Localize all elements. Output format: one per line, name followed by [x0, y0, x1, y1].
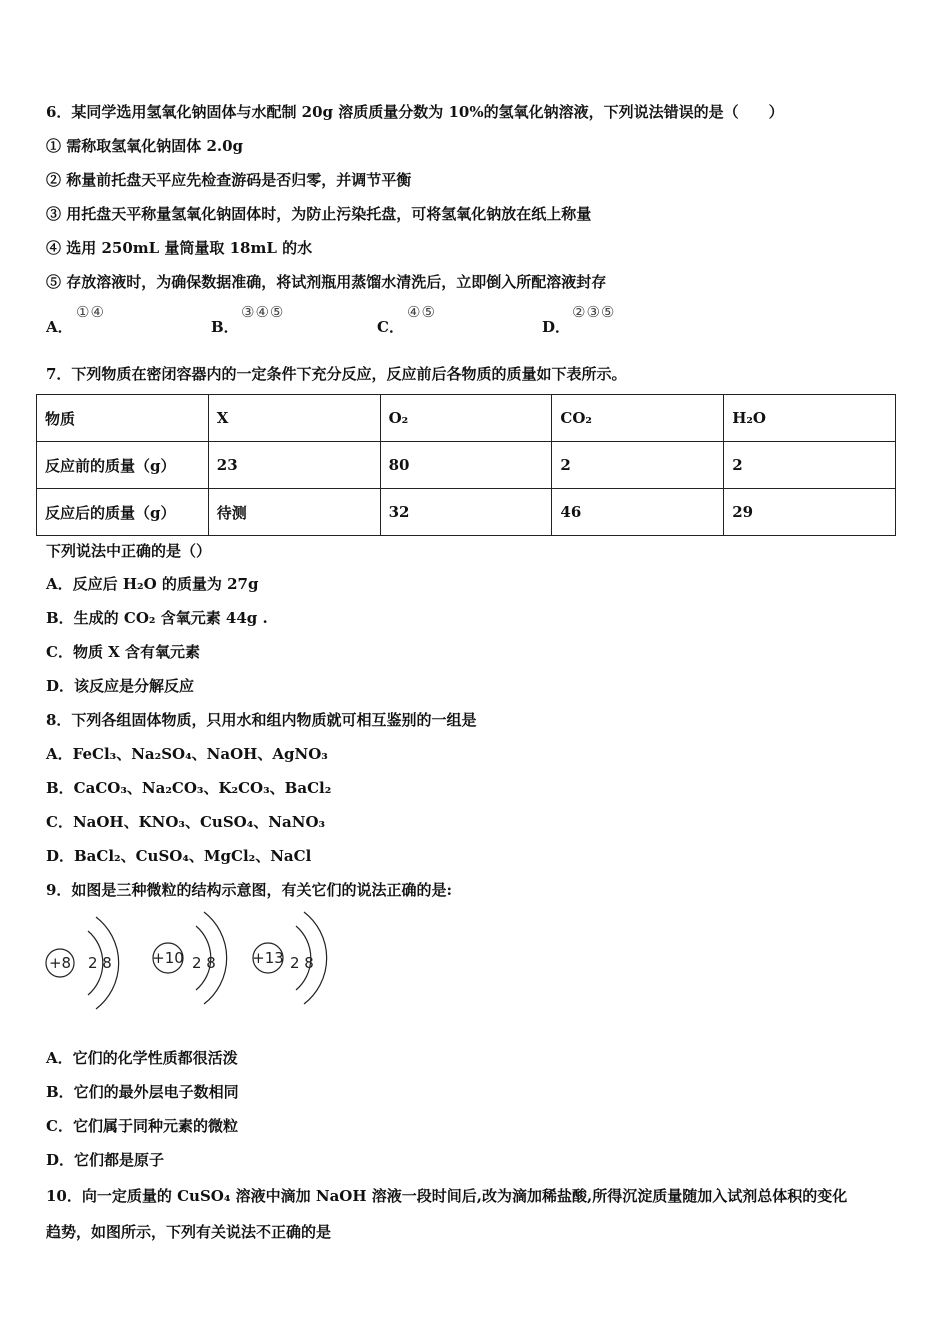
nucleus-charge: +10 — [152, 949, 184, 967]
q6-options — [46, 300, 746, 336]
table-row — [37, 395, 896, 442]
shell-electrons: 2 8 — [88, 954, 112, 972]
option-letter: D． — [542, 318, 571, 336]
table-cell: 23 — [208, 442, 380, 489]
q6-statement-5: ⑤ 存放溶液时，为确保数据准确，将试剂瓶用蒸馏水清洗后，立即倒入所配溶液封存 — [46, 273, 607, 291]
table-cell: 反应前的质量（g） — [37, 442, 209, 489]
atom-diagram-3 — [252, 912, 327, 1004]
shell-electrons: 2 8 — [290, 954, 314, 972]
q8-option-b[interactable]: B．CaCO₃、Na₂CO₃、K₂CO₃、BaCl₂ — [46, 779, 332, 797]
table-cell: H₂O — [724, 395, 896, 442]
q7-option-b[interactable]: B．生成的 CO₂ 含氧元素 44g . — [46, 609, 268, 627]
q7-mass-table — [36, 394, 896, 536]
option-value: ④⑤ — [407, 303, 436, 321]
table-cell: X — [208, 395, 380, 442]
q7-option-a[interactable]: A．反应后 H₂O 的质量为 27g — [46, 575, 259, 593]
atom-diagram-1 — [46, 917, 119, 1009]
option-letter: A． — [46, 318, 73, 336]
q6-stem: 6．某同学选用氢氧化钠固体与水配制 20g 溶质质量分数为 10%的氢氧化钠溶液，下列说法错误的是（ ） — [46, 103, 784, 121]
shell-electrons: 2 8 — [192, 954, 216, 972]
q10-stem-line-1: 10．向一定质量的 CuSO₄ 溶液中滴加 NaOH 溶液一段时间后,改为滴加稀盐酸,所得沉淀质量随加入试剂总体积的变化 — [46, 1187, 848, 1205]
nucleus-charge: +8 — [48, 954, 72, 972]
table-cell: 2 — [724, 442, 896, 489]
q6-statement-3: ③ 用托盘天平称量氢氧化钠固体时，为防止污染托盘，可将氢氧化钠放在纸上称量 — [46, 205, 592, 223]
atom-diagram-2 — [152, 912, 227, 1004]
table-row — [37, 442, 896, 489]
q8-option-a[interactable]: A．FeCl₃、Na₂SO₄、NaOH、AgNO₃ — [46, 745, 328, 763]
q9-option-c[interactable]: C．它们属于同种元素的微粒 — [46, 1117, 238, 1135]
q8-option-c[interactable]: C．NaOH、KNO₃、CuSO₄、NaNO₃ — [46, 813, 326, 831]
table-cell: 46 — [552, 489, 724, 536]
table-cell: 29 — [724, 489, 896, 536]
table-cell: 2 — [552, 442, 724, 489]
q6-statement-2: ② 称量前托盘天平应先检查游码是否归零，并调节平衡 — [46, 171, 412, 189]
q9-option-d[interactable]: D．它们都是原子 — [46, 1151, 165, 1169]
table-row — [37, 489, 896, 536]
table-cell: CO₂ — [552, 395, 724, 442]
q9-option-a[interactable]: A．它们的化学性质都很活泼 — [46, 1049, 238, 1067]
table-cell: O₂ — [380, 395, 552, 442]
atom-structure-diagrams — [40, 908, 340, 1018]
q10-stem-line-2: 趋势，如图所示，下列有关说法不正确的是 — [46, 1223, 332, 1241]
option-value: ①④ — [76, 303, 105, 321]
q9-option-b[interactable]: B．它们的最外层电子数相同 — [46, 1083, 239, 1101]
table-cell: 32 — [380, 489, 552, 536]
q7-option-d[interactable]: D．该反应是分解反应 — [46, 677, 195, 695]
nucleus-charge: +13 — [252, 949, 284, 967]
option-letter: C． — [377, 318, 404, 336]
option-letter: B． — [211, 318, 239, 336]
table-cell: 待测 — [208, 489, 380, 536]
q9-stem: 9．如图是三种微粒的结构示意图，有关它们的说法正确的是: — [46, 881, 452, 899]
q7-option-c[interactable]: C．物质 X 含有氧元素 — [46, 643, 201, 661]
q8-option-d[interactable]: D．BaCl₂、CuSO₄、MgCl₂、NaCl — [46, 847, 312, 865]
option-value: ②③⑤ — [572, 303, 616, 321]
q7-sub-stem: 下列说法中正确的是（） — [46, 542, 212, 560]
q7-stem: 7．下列物质在密闭容器内的一定条件下充分反应，反应前后各物质的质量如下表所示。 — [46, 365, 627, 383]
q6-statement-4: ④ 选用 250mL 量筒量取 18mL 的水 — [46, 239, 313, 257]
option-value: ③④⑤ — [241, 303, 285, 321]
table-cell: 80 — [380, 442, 552, 489]
q8-stem: 8．下列各组固体物质，只用水和组内物质就可相互鉴别的一组是 — [46, 711, 477, 729]
table-cell: 反应后的质量（g） — [37, 489, 209, 536]
table-cell: 物质 — [37, 395, 209, 442]
q6-statement-1: ① 需称取氢氧化钠固体 2.0g — [46, 137, 244, 155]
